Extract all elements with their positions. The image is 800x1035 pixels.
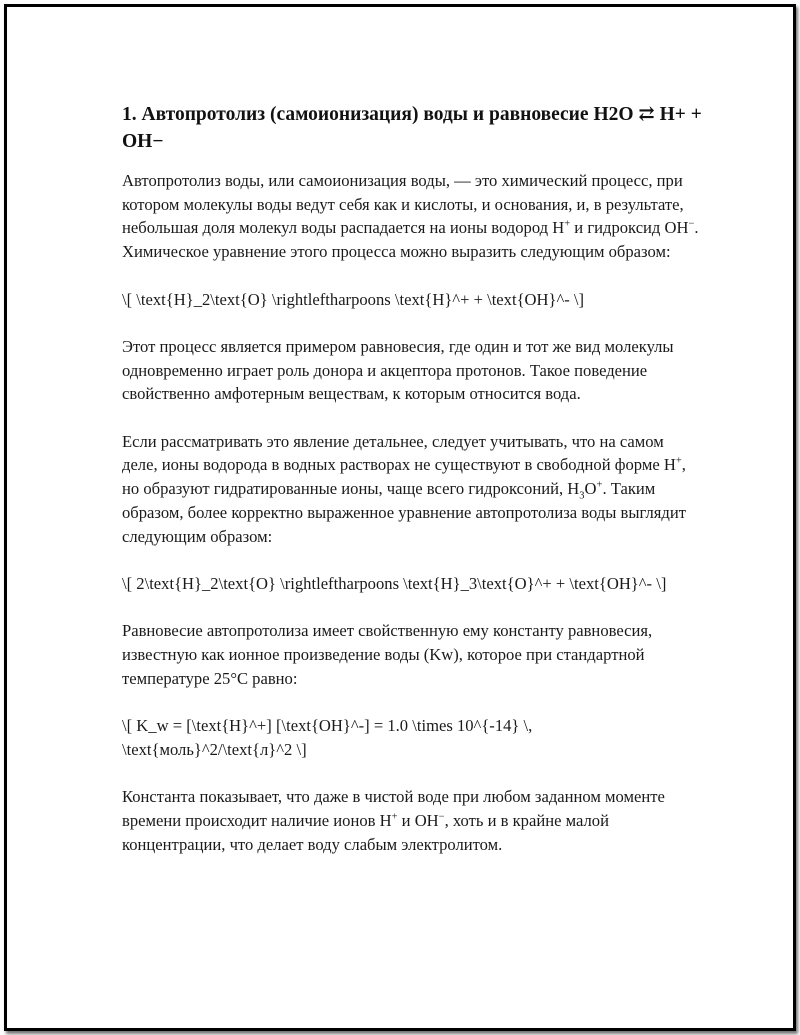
- paragraph-intro-text-1: Автопротолиз воды, или самоионизация воды, — это химический процесс, при котором молекулы воды ведут себя как и кислоты, и основания, и, в результате, небольшая доля молекул воды распадается на ионы водород H: [122, 171, 684, 238]
- page-frame: [4, 4, 796, 1031]
- hydrogen-charge: +: [675, 455, 682, 467]
- document-body: [122, 101, 702, 880]
- paragraph-conclusion-text-3: , хоть и в крайне малой концентрации, что делает воду слабым электролитом.: [122, 810, 609, 854]
- hydronium-oxygen: O: [584, 479, 597, 499]
- hydroxide-charge: −: [438, 811, 445, 823]
- paragraph-intro: [122, 169, 702, 264]
- paragraph-conclusion-text-1: Константа показывает, что даже в чистой воде при любом заданном моменте времени происходит наличие ионов H: [122, 787, 665, 830]
- paragraph-equilibrium: Этот процесс является примером равновесия, где один и тот же вид молекулы одновременно играет роль донора и акцептора протонов. Такое поведение свойственно амфотерным веществам, к которым относится вода.: [122, 336, 674, 404]
- hydronium-subscript: 3: [579, 490, 585, 502]
- paragraph-conclusion-text-2: и OH: [397, 810, 439, 830]
- paragraph-intro-text-2: и гидроксид OH: [570, 218, 689, 238]
- paragraph-ion-product: Равновесие автопротолиза имеет свойственную ему константу равновесия, известную как ионное произведение воды (Kw), которое при стандартной температуре 25°C равно:: [122, 621, 653, 688]
- formula-kw: \[ K_w = [\text{H}^+] [\text{OH}^-] = 1.0 \times 10^{-14} \, \text{моль}^2/\text{л}^2 \]: [122, 716, 533, 759]
- paragraph-hydronium-text-1: Если рассматривать это явление детальнее, следует учитывать, что на самом деле, ионы водорода в водных растворах не существуют в свободной форме H: [122, 431, 676, 475]
- hydronium-charge: +: [596, 479, 603, 491]
- hydrogen-charge: +: [564, 218, 571, 230]
- hydroxide-charge: −: [688, 218, 695, 230]
- paragraph-intro-text-3: . Химическое уравнение этого процесса можно выразить следующим образом:: [122, 218, 699, 262]
- paragraph-hydronium: [122, 430, 702, 549]
- formula-hydronium: \[ 2\text{H}_2\text{O} \rightleftharpoons \text{H}_3\text{O}^+ + \text{OH}^- \]: [122, 573, 667, 593]
- formula-self-ionization: \[ \text{H}_2\text{O} \rightleftharpoons \text{H}^+ + \text{OH}^- \]: [122, 289, 585, 309]
- paragraph-hydronium-text-2: , но образуют гидратированные ионы, чаще всего гидроксоний, H: [122, 455, 686, 499]
- paragraph-conclusion: [122, 785, 702, 856]
- section-heading: 1. Автопротолиз (самоионизация) воды и равновесие H2O ⇄ H+ + OH−: [122, 104, 702, 152]
- hydrogen-charge: +: [391, 811, 398, 823]
- paragraph-hydronium-text-3: . Таким образом, более корректно выраженное уравнение автопротолиза воды выглядит следующим образом:: [122, 479, 686, 546]
